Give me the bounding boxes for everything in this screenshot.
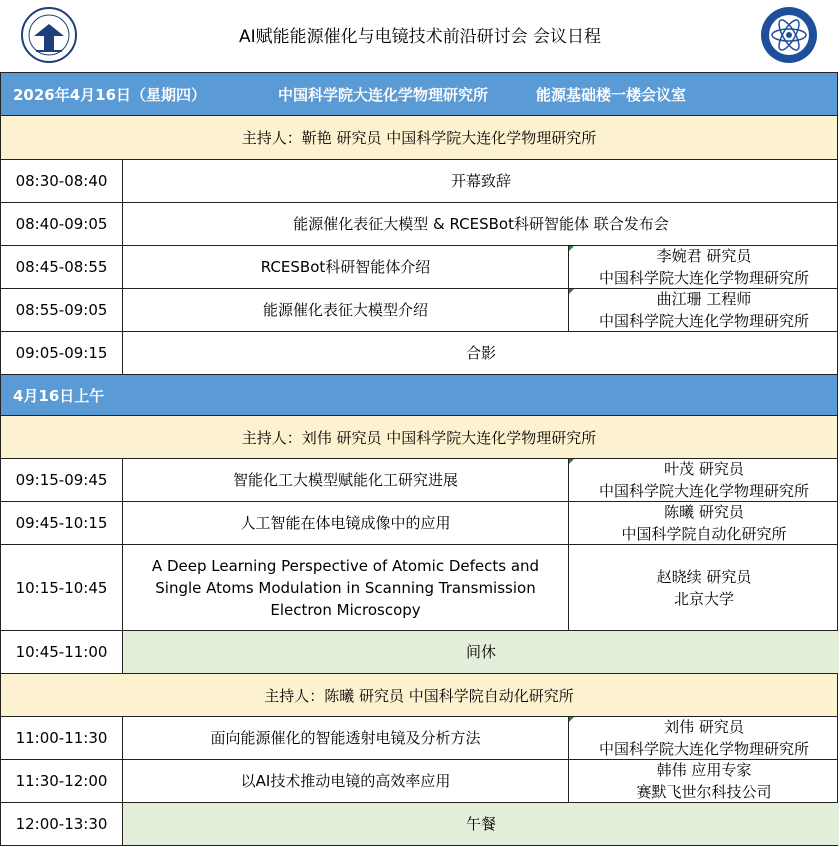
speaker-cell — [569, 502, 839, 544]
time-cell: 10:15-10:45 — [1, 545, 123, 630]
page-title: AI赋能能源催化与电镜技术前沿研讨会 会议日程 — [238, 27, 602, 47]
speaker-name: 韩伟 应用专家 — [656, 761, 752, 779]
topic-cell: RCESBot科研智能体介绍 — [123, 246, 569, 288]
table-row — [0, 502, 838, 545]
host-row: 主持人：靳艳 研究员 中国科学院大连化学物理研究所 — [0, 116, 838, 160]
table-row — [0, 760, 838, 803]
table-row — [0, 545, 838, 631]
table-row — [0, 717, 838, 760]
section-label: 4月16日上午 — [13, 386, 105, 405]
cell-comment-marker — [569, 717, 574, 722]
topic-cell: A Deep Learning Perspective of Atomic Defects and Single Atoms Modulation in Scanning Transmission Electron Microscopy — [123, 545, 569, 630]
time-cell: 08:30-08:40 — [1, 160, 123, 202]
speaker-name: 赵晓续 研究员 — [656, 567, 752, 586]
topic-cell: 开幕致辞 — [450, 172, 511, 190]
speaker-affiliation: 中国科学院大连化学物理研究所 — [598, 482, 809, 500]
speaker-cell — [569, 246, 839, 288]
speaker-cell — [569, 717, 839, 759]
time-cell: 08:45-08:55 — [1, 246, 123, 288]
table-row-break — [0, 631, 838, 674]
table-row — [0, 459, 838, 502]
time-cell: 09:15-09:45 — [1, 459, 123, 501]
time-cell: 08:40-09:05 — [1, 203, 123, 245]
header — [0, 0, 840, 70]
topic-cell: 智能化工大模型赋能化工研究进展 — [123, 459, 569, 501]
host-row: 主持人：陈曦 研究员 中国科学院自动化研究所 — [0, 674, 838, 717]
topic-cell: 能源催化表征大模型介绍 — [123, 289, 569, 331]
table-row-break — [0, 803, 838, 846]
speaker-name: 李婉君 研究员 — [656, 247, 752, 265]
topic-cell: 面向能源催化的智能透射电镜及分析方法 — [123, 717, 569, 759]
table-row — [0, 289, 838, 332]
time-cell: 09:45-10:15 — [1, 502, 123, 544]
speaker-name: 陈曦 研究员 — [664, 503, 744, 521]
time-cell: 09:05-09:15 — [1, 332, 123, 374]
speaker-affiliation: 中国科学院大连化学物理研究所 — [598, 312, 809, 330]
section-date: 2026年4月16日（星期四） — [13, 85, 207, 104]
topic-cell: 人工智能在体电镜成像中的应用 — [123, 502, 569, 544]
table-row — [0, 160, 838, 203]
speaker-cell — [569, 760, 839, 802]
speaker-affiliation: 中国科学院自动化研究所 — [621, 525, 787, 543]
speaker-affiliation: 北京大学 — [673, 589, 734, 608]
time-cell: 11:30-12:00 — [1, 760, 123, 802]
section-header-morning — [0, 375, 838, 416]
topic-cell: 能源催化表征大模型 & RCESBot科研智能体 联合发布会 — [293, 215, 669, 233]
topic-cell: 合影 — [465, 344, 496, 362]
speaker-affiliation: 中国科学院大连化学物理研究所 — [598, 269, 809, 287]
speaker-name: 叶茂 研究员 — [664, 460, 744, 478]
host-row: 主持人：刘伟 研究员 中国科学院大连化学物理研究所 — [0, 416, 838, 459]
speaker-affiliation: 中国科学院大连化学物理研究所 — [598, 740, 809, 758]
time-cell: 10:45-11:00 — [1, 631, 123, 673]
section-institute: 中国科学院大连化学物理研究所 — [278, 85, 489, 104]
speaker-name: 刘伟 研究员 — [664, 718, 744, 736]
speaker-affiliation: 赛默飞世尔科技公司 — [636, 783, 772, 801]
topic-cell: 间休 — [123, 631, 839, 673]
cell-comment-marker — [569, 289, 574, 294]
table-row — [0, 332, 838, 375]
speaker-cell — [569, 459, 839, 501]
time-cell: 11:00-11:30 — [1, 717, 123, 759]
speaker-cell — [569, 545, 839, 630]
speaker-name: 曲江珊 工程师 — [656, 290, 752, 308]
time-cell: 08:55-09:05 — [1, 289, 123, 331]
speaker-cell — [569, 289, 839, 331]
section-venue: 能源基础楼一楼会议室 — [536, 85, 687, 104]
casia-logo-icon — [760, 6, 818, 64]
section-header-day — [0, 72, 838, 116]
cell-comment-marker — [569, 246, 574, 251]
cell-comment-marker — [569, 459, 574, 464]
topic-cell: 以AI技术推动电镜的高效率应用 — [123, 760, 569, 802]
topic-cell: 午餐 — [123, 803, 839, 845]
table-row — [0, 203, 838, 246]
time-cell: 12:00-13:30 — [1, 803, 123, 845]
table-row — [0, 246, 838, 289]
